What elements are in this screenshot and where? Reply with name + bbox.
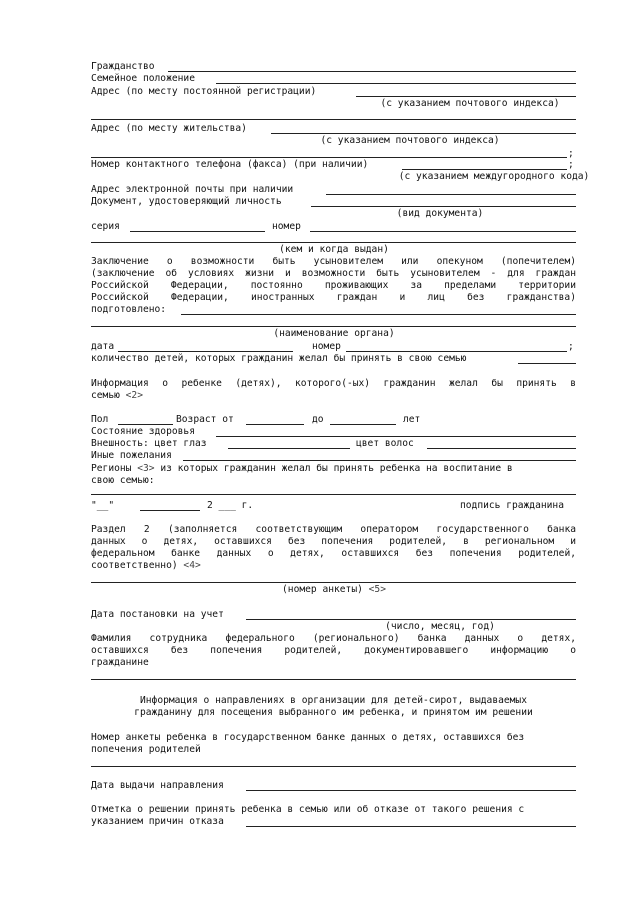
eye-color-field[interactable] [228, 448, 350, 449]
regions-field[interactable] [91, 494, 576, 495]
age-from-label: Возраст от [176, 414, 234, 425]
residence-address-field-2[interactable] [91, 157, 567, 158]
form-number-field[interactable] [91, 582, 576, 583]
sex-field[interactable] [118, 424, 173, 425]
phone-label: Номер контактного телефона (факса) (при наличии) [91, 159, 369, 170]
regions-prefix: Регионы [91, 463, 138, 474]
decision-text-2: указанием причин отказа [91, 816, 224, 827]
phone-hint: (с указанием междугородного кода) [398, 171, 590, 182]
prepared-by-field-2[interactable] [91, 326, 576, 327]
hair-color-label: цвет волос [356, 438, 414, 449]
employee-field[interactable] [91, 679, 576, 680]
child-form-number-text-1: Номер анкеты ребенка в государственном банке данных о детях, оставшихся без [91, 732, 525, 743]
child-info-text-2 [91, 390, 143, 402]
form-number-hint-text: (номер анкеты) [282, 584, 369, 595]
employee-text-1: Фамилия сотрудника федерального (регионального) банка данных о детях, [91, 633, 576, 644]
regions-text-1 [91, 463, 513, 475]
sign-month-field[interactable] [140, 510, 200, 511]
issue-date-field[interactable] [246, 790, 576, 791]
issued-by-hint: (кем и когда выдан) [279, 244, 389, 255]
child-info-prefix: семью [91, 390, 126, 401]
residence-address-hint: (с указанием почтового индекса) [320, 135, 500, 146]
sign-day-quote: "__" [91, 500, 115, 511]
signature-label: подпись гражданина [460, 500, 564, 511]
registration-address-field[interactable] [356, 96, 576, 97]
section2-text-1: Раздел 2 (заполняется соответствующим оператором государственного банка [91, 524, 576, 535]
series-field[interactable] [130, 231, 265, 232]
footnote-5-link[interactable]: <5> [368, 584, 386, 595]
conclusion-text-4: Российской Федерации, иностранных граждан и лиц без гражданства) [91, 292, 576, 303]
conclusion-text-1: Заключение о возможности быть усыновителем или опекуном (попечителем) [91, 256, 576, 267]
residence-address-field[interactable] [271, 133, 576, 134]
issue-date-label: Дата выдачи направления [91, 780, 224, 791]
other-wishes-field[interactable] [183, 460, 576, 461]
health-field[interactable] [216, 436, 576, 437]
health-label: Состояние здоровья [91, 426, 195, 437]
section2-text-4 [91, 560, 201, 572]
decision-field[interactable] [246, 826, 576, 827]
issued-by-field[interactable] [91, 242, 576, 243]
marital-status-field[interactable] [216, 83, 576, 84]
residence-end-mark: ; [568, 148, 574, 159]
child-form-number-text-2: попечения родителей [91, 744, 201, 755]
series-label: серия [91, 221, 120, 232]
conclusion-number-label: номер [312, 341, 341, 352]
age-from-field[interactable] [246, 424, 304, 425]
email-label: Адрес электронной почты при наличии [91, 184, 294, 195]
regions-rest: из которых гражданин желал бы принять ребенка на воспитание в [154, 463, 513, 474]
phone-field[interactable] [402, 169, 567, 170]
age-to-label: до [312, 414, 324, 425]
employee-text-3: гражданине [91, 657, 149, 668]
directions-title-1: Информация о направлениях в организации для детей-сирот, выдаваемых [140, 695, 527, 706]
citizenship-field[interactable] [168, 71, 576, 72]
children-count-label: количество детей, которых гражданин желал бы принять в свою семью [91, 353, 467, 364]
form-number-hint [224, 584, 444, 596]
prepared-by-label: подготовлено: [91, 304, 167, 315]
citizenship-label: Гражданство [91, 61, 155, 72]
id-document-field[interactable] [311, 206, 576, 207]
organ-name-hint: (наименование органа) [273, 328, 395, 339]
footnote-4-link[interactable]: <4> [183, 560, 201, 571]
age-years-label: лет [403, 414, 421, 425]
sign-year-label: 2 ___ г. [207, 500, 254, 511]
registration-date-hint: (число, месяц, год) [385, 621, 495, 632]
number-field[interactable] [310, 231, 576, 232]
directions-title-2: гражданину для посещения выбранного им ребенка, и принятом им решении [134, 707, 533, 718]
conclusion-end-mark: ; [568, 341, 574, 352]
registration-date-label: Дата постановки на учет [91, 609, 224, 620]
id-document-label: Документ, удостоверяющий личность [91, 196, 282, 207]
eye-color-label: Внешность: цвет глаз [91, 438, 207, 449]
age-to-field[interactable] [330, 424, 396, 425]
regions-text-2: свою семью: [91, 475, 155, 486]
registration-address-hint: (с указанием почтового индекса) [380, 98, 560, 109]
conclusion-text-2: (заключение об условиях жизни и возможности быть усыновителем - для граждан [91, 268, 576, 279]
employee-text-2: оставшихся без попечения родителей, документировавшего информацию о [91, 645, 576, 656]
phone-end-mark: ; [568, 159, 574, 170]
footnote-2-link[interactable]: <2> [125, 390, 143, 401]
child-info-text-1: Информация о ребенке (детях), которого(-ых) гражданин желал бы принять в [91, 378, 576, 389]
email-field[interactable] [326, 194, 576, 195]
conclusion-date-field[interactable] [118, 351, 293, 352]
hair-color-field[interactable] [427, 448, 576, 449]
registration-date-field[interactable] [246, 619, 576, 620]
children-count-field[interactable] [518, 363, 576, 364]
conclusion-text-3: Российской Федерации, постоянно проживающих за пределами территории [91, 280, 576, 291]
registration-address-label: Адрес (по месту постоянной регистрации) [91, 86, 317, 97]
section2-prefix: соответственно) [91, 560, 184, 571]
residence-address-label: Адрес (по месту жительства) [91, 123, 247, 134]
prepared-by-field[interactable] [181, 314, 576, 315]
number-label: номер [272, 221, 301, 232]
section2-text-3: федеральном банке данных о детях, оставшихся без попечения родителей, [91, 548, 576, 559]
conclusion-number-field[interactable] [346, 351, 567, 352]
marital-status-label: Семейное положение [91, 73, 195, 84]
registration-address-field-2[interactable] [91, 119, 576, 120]
section2-text-2: данных о детях, оставшихся без попечения родителей, в региональном и [91, 536, 576, 547]
footnote-3-link[interactable]: <3> [137, 463, 155, 474]
id-document-hint: (вид документа) [396, 208, 484, 219]
decision-text-1: Отметка о решении принять ребенка в семью или об отказе от такого решения с [91, 804, 525, 815]
conclusion-date-label: дата [91, 341, 115, 352]
sex-label: Пол [91, 414, 109, 425]
other-wishes-label: Иные пожелания [91, 450, 172, 461]
child-form-number-field[interactable] [91, 766, 576, 767]
